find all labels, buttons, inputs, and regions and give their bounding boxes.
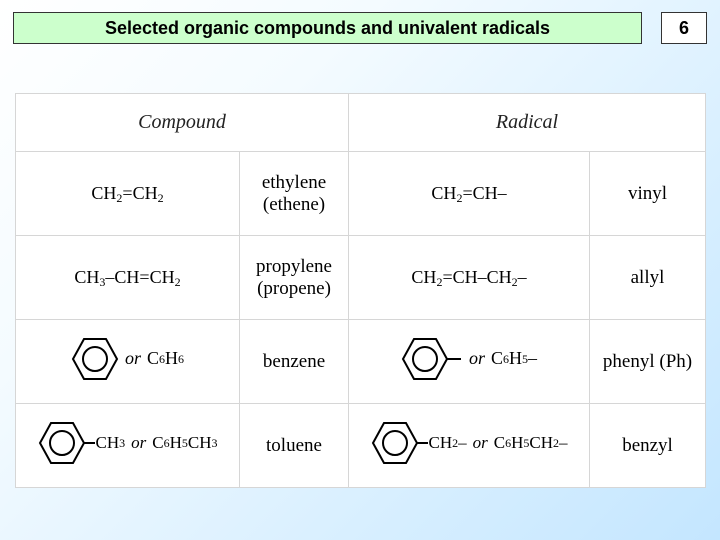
table-header-row <box>16 94 706 152</box>
benzene-ring-icon <box>71 336 119 382</box>
compounds-table <box>15 93 706 488</box>
compound-name-cell <box>240 152 349 236</box>
radical-formula-cell <box>349 152 590 236</box>
table-row <box>16 404 706 488</box>
compound-name: ethylene (ethene) <box>261 171 327 215</box>
compound-formula: $CH_3-CH=CH_2$ <box>74 266 181 289</box>
compound-formula: $CH_2=CH_2$ <box>91 182 164 205</box>
radical-name: benzyl <box>622 434 673 456</box>
radical-formula-cell <box>349 320 590 404</box>
header-compound: Compound <box>16 94 349 152</box>
compound-name-cell <box>240 404 349 488</box>
radical-formula-cell <box>349 404 590 488</box>
radical-name-cell <box>590 320 706 404</box>
radical-name: vinyl <box>627 182 668 204</box>
table-row <box>16 320 706 404</box>
radical-name-cell <box>590 152 706 236</box>
header-radical: Radical <box>349 94 706 152</box>
compound-formula-cell <box>16 152 240 236</box>
compound-name: benzene <box>262 350 326 372</box>
compound-name: propylene (propene) <box>256 255 332 299</box>
compound-formula-cell <box>16 236 240 320</box>
compound-structure: CH 3 or C 6 H 5 CH 3 <box>38 420 218 466</box>
compound-name-cell <box>240 320 349 404</box>
table-row <box>16 152 706 236</box>
radical-name: allyl <box>630 266 665 288</box>
radical-formula: $CH_2=CH-$ <box>431 182 507 205</box>
radical-structure: or C 6 H 5 – <box>401 336 537 382</box>
benzene-ring-bond-icon <box>371 420 429 466</box>
table-row <box>16 236 706 320</box>
compound-name: toluene <box>266 434 322 456</box>
radical-structure: CH 2 – or C 6 H 5 CH 2 – <box>371 420 568 466</box>
radical-name-cell <box>590 236 706 320</box>
compound-structure: or C 6 H 6 <box>71 336 184 382</box>
page-number-box <box>661 12 707 44</box>
page-number: 6 <box>678 17 689 38</box>
slide-title <box>13 12 642 44</box>
radical-name: phenyl (Ph) <box>602 350 693 372</box>
compound-name-cell <box>240 236 349 320</box>
compound-formula-cell <box>16 404 240 488</box>
radical-formula: $CH_2=CH-CH_2-$ <box>411 266 527 289</box>
benzene-ring-bond-icon <box>38 420 96 466</box>
radical-formula-cell <box>349 236 590 320</box>
compound-formula-cell <box>16 320 240 404</box>
benzene-ring-bond-icon <box>401 336 463 382</box>
radical-name-cell <box>590 404 706 488</box>
slide-title-text: Selected organic compounds and univalent radicals <box>104 17 551 38</box>
